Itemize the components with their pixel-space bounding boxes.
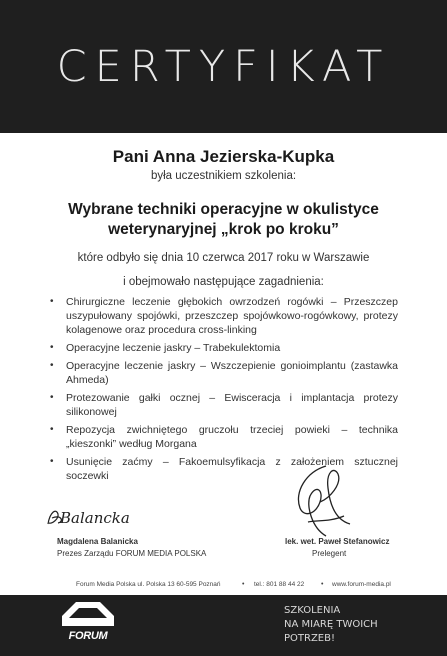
company-phone: tel.: 801 88 44 22 (254, 581, 305, 588)
slogan-line-2: NA MIARĘ TWOICH (284, 619, 378, 630)
forum-logo (62, 602, 114, 650)
certificate-title: CERTYFIKAT (56, 42, 391, 92)
training-title-line-2: weterynaryjnej „krok po kroku” (108, 221, 339, 238)
bullet-icon: • (50, 296, 54, 307)
list-item (44, 391, 398, 419)
topics-list (44, 295, 398, 487)
bullet-icon: • (50, 424, 54, 435)
topic-text: Chirurgiczne leczenie głębokich owrzodzeń rogówki – Przeszczep uszypułowany spojówki, przeszczep spojówkowo-rogówkowy, protezy kolagenowe oraz procedura cross-linking (66, 296, 398, 336)
left-signature-text: Balancka (60, 509, 130, 527)
event-text: które odbyło się dnia 10 czerwca 2017 roku w Warszawie (77, 252, 370, 264)
topic-text: Usunięcie zaćmy – Fakoemulsyfikacja z założeniem sztucznej soczewki (66, 456, 398, 482)
recipient-name: Pani Anna Jezierska-Kupka (112, 147, 335, 166)
header-band (0, 0, 447, 133)
separator-dot-icon: • (242, 581, 245, 588)
right-signatory-name: lek. wet. Paweł Stefanowicz (285, 537, 390, 546)
list-item (44, 423, 398, 451)
bullet-icon: • (50, 360, 54, 371)
slogan-line-1: SZKOLENIA (284, 605, 341, 616)
topic-text: Operacyjne leczenie jaskry – Trabekulektomia (66, 342, 281, 354)
forum-logo-icon (62, 602, 114, 650)
topics-intro: i obejmowało następujące zagadnienia: (123, 276, 324, 288)
training-title (0, 200, 447, 240)
topic-text: Repozycja zwichniętego gruczołu trzeciej powieki – technika „kieszonki” według Morgana (66, 424, 398, 450)
bullet-icon: • (50, 392, 54, 403)
list-item (44, 295, 398, 337)
topic-text: Protezowanie gałki ocznej – Ewisceracja i implantacja protezy silikonowej (66, 392, 398, 418)
left-signatory-role: Prezes Zarządu FORUM MEDIA POLSKA (57, 549, 207, 558)
training-title-line-1: Wybrane techniki operacyjne w okulistyce (68, 201, 379, 218)
left-signatory-name: Magdalena Balanicka (57, 537, 138, 546)
participation-text: była uczestnikiem szkolenia: (150, 170, 297, 182)
left-signature-icon (42, 504, 222, 530)
separator-dot-icon: • (321, 581, 324, 588)
slogan-line-3: POTRZEB! (284, 633, 335, 644)
bullet-icon: • (50, 456, 54, 467)
list-item (44, 341, 398, 355)
footer-band (0, 595, 447, 656)
footer-slogan (284, 604, 434, 646)
contact-line (0, 581, 447, 593)
company-address: Forum Media Polska ul. Polska 13 60-595 Poznań (76, 581, 221, 588)
company-website: www.forum-media.pl (332, 581, 391, 588)
right-signature-icon (286, 462, 356, 544)
topic-text: Operacyjne leczenie jaskry – Wszczepienie gonioimplantu (zastawka Ahmeda) (66, 360, 398, 386)
logo-text: FORUM (68, 630, 108, 642)
right-signatory-role: Prelegent (312, 549, 347, 558)
bullet-icon: • (50, 342, 54, 353)
list-item (44, 359, 398, 387)
